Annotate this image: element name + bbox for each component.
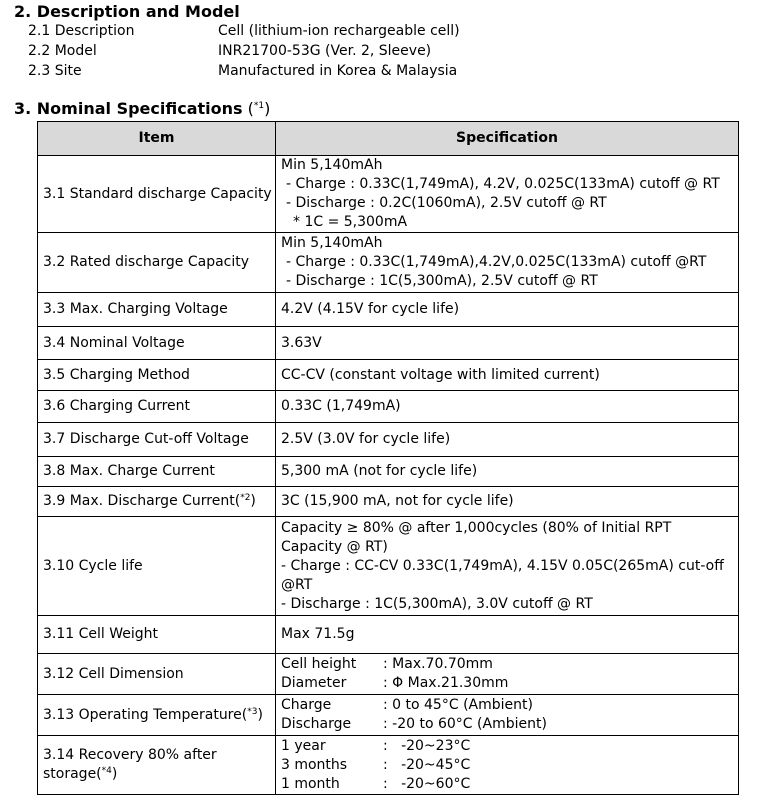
spec-cell: 3.63V <box>276 327 739 360</box>
pair-key: 3 months <box>281 756 348 773</box>
spec-line: Capacity @ RT) <box>281 538 388 555</box>
item-text: storage( <box>43 766 102 782</box>
spec-cell: 4.2V (4.15V for cycle life) <box>276 293 739 327</box>
table-row <box>38 233 739 293</box>
site-label: 2.3 Site <box>28 63 82 79</box>
item-cell <box>38 736 276 795</box>
item-cell: 3.12 Cell Dimension <box>38 654 276 695</box>
item-close: ) <box>111 766 118 782</box>
spec-line: @RT <box>281 576 313 593</box>
spec-line: Min 5,140mAh <box>281 235 383 251</box>
pair-key: 1 year <box>281 737 326 754</box>
spec-cell: 0.33C (1,749mA) <box>276 391 739 423</box>
spec-pair <box>281 737 733 756</box>
table-row <box>38 327 739 360</box>
item-text: 3.13 Operating Temperature( <box>43 706 248 723</box>
item-cell: 3.5 Charging Method <box>38 360 276 391</box>
pair-value: : -20 to 60°C (Ambient) <box>383 716 547 732</box>
section-3-heading <box>14 99 270 119</box>
pair-value: : -20~23°C <box>383 737 471 754</box>
site-row <box>28 61 457 81</box>
spec-line: Min 5,140mAh <box>281 157 383 173</box>
spec-cell <box>276 517 739 616</box>
item-cell <box>38 487 276 517</box>
item-cell: 3.3 Max. Charging Voltage <box>38 293 276 327</box>
spec-line: - Charge : CC-CV 0.33C(1,749mA), 4.15V 0.05C(265mA) cut-off <box>281 557 724 574</box>
table-row <box>38 457 739 487</box>
table-row <box>38 423 739 457</box>
table-row <box>38 293 739 327</box>
item-text: 3.14 Recovery 80% after <box>43 747 217 763</box>
model-value: INR21700-53G (Ver. 2, Sleeve) <box>218 43 432 59</box>
spec-cell: 5,300 mA (not for cycle life) <box>276 457 739 487</box>
spec-cell <box>276 233 739 293</box>
description-row <box>28 21 460 41</box>
spec-pair <box>281 674 733 693</box>
table-row <box>38 736 739 795</box>
table-header-row <box>38 122 739 156</box>
spec-cell: CC-CV (constant voltage with limited current) <box>276 360 739 391</box>
spec-cell <box>276 736 739 795</box>
header-specification: Specification <box>276 122 739 156</box>
pair-value: : 0 to 45°C (Ambient) <box>383 697 533 713</box>
table-row <box>38 391 739 423</box>
pair-key: Discharge <box>281 716 352 732</box>
spec-line: * 1C = 5,300mA <box>293 214 408 230</box>
spec-line: - Discharge : 1C(5,300mA), 2.5V cutoff @ RT <box>286 273 598 289</box>
pair-value: : Max.70.70mm <box>383 656 493 672</box>
spec-line: - Charge : 0.33C(1,749mA),4.2V,0.025C(133mA) cutoff @RT <box>286 254 707 270</box>
footnote-4-mark: *4 <box>101 766 112 776</box>
footnote-1-mark: *1 <box>253 101 265 111</box>
model-label: 2.2 Model <box>28 43 97 59</box>
specifications-table <box>37 121 739 795</box>
item-cell: 3.2 Rated discharge Capacity <box>38 233 276 293</box>
spec-pair <box>281 715 733 734</box>
table-row <box>38 517 739 616</box>
spec-pair <box>281 696 733 715</box>
footnote-open: ( <box>242 99 254 118</box>
pair-key: Diameter <box>281 675 347 691</box>
spec-cell <box>276 695 739 736</box>
footnote-3-mark: *3 <box>247 706 258 717</box>
item-cell: 3.10 Cycle life <box>38 517 276 616</box>
footnote-2-mark: *2 <box>240 493 251 503</box>
pair-value: : -20~45°C <box>383 756 471 773</box>
spec-cell: 2.5V (3.0V for cycle life) <box>276 423 739 457</box>
pair-key: Cell height <box>281 656 357 672</box>
table-row <box>38 695 739 736</box>
item-cell: 3.6 Charging Current <box>38 391 276 423</box>
description-label: 2.1 Description <box>28 23 135 39</box>
table-row <box>38 487 739 517</box>
section-2-heading: 2. Description and Model <box>14 2 240 21</box>
spec-line: Capacity ≥ 80% @ after 1,000cycles (80% of Initial RPT <box>281 519 672 536</box>
spec-pair <box>281 655 733 674</box>
table-row <box>38 360 739 391</box>
site-value: Manufactured in Korea & Malaysia <box>218 63 458 79</box>
spec-line: - Discharge : 0.2C(1060mA), 2.5V cutoff @ RT <box>286 195 607 211</box>
item-cell: 3.8 Max. Charge Current <box>38 457 276 487</box>
spec-cell <box>276 156 739 233</box>
pair-value: : Φ Max.21.30mm <box>383 675 509 691</box>
table-row <box>38 156 739 233</box>
footnote-close: ) <box>264 99 271 118</box>
pair-value: : -20~60°C <box>383 775 471 792</box>
item-cell: 3.11 Cell Weight <box>38 616 276 654</box>
item-cell: 3.7 Discharge Cut-off Voltage <box>38 423 276 457</box>
spec-pair <box>281 775 733 794</box>
description-value: Cell (lithium-ion rechargeable cell) <box>218 23 460 39</box>
section-3-title: 3. Nominal Specifications <box>14 99 243 118</box>
item-cell: 3.4 Nominal Voltage <box>38 327 276 360</box>
spec-line: - Charge : 0.33C(1,749mA), 4.2V, 0.025C(133mA) cutoff @ RT <box>286 176 720 192</box>
spec-cell <box>276 654 739 695</box>
spec-cell: 3C (15,900 mA, not for cycle life) <box>276 487 739 517</box>
spec-line: - Discharge : 1C(5,300mA), 3.0V cutoff @ RT <box>281 595 593 612</box>
header-item: Item <box>38 122 276 156</box>
item-cell <box>38 695 276 736</box>
table-row <box>38 654 739 695</box>
item-close: ) <box>250 493 256 509</box>
pair-key: 1 month <box>281 775 340 792</box>
model-row <box>28 41 431 61</box>
item-cell: 3.1 Standard discharge Capacity <box>38 156 276 233</box>
spec-cell: Max 71.5g <box>276 616 739 654</box>
spec-pair <box>281 756 733 775</box>
item-text: 3.9 Max. Discharge Current( <box>43 493 241 509</box>
pair-key: Charge <box>281 697 332 713</box>
item-close: ) <box>257 706 263 723</box>
table-row <box>38 616 739 654</box>
